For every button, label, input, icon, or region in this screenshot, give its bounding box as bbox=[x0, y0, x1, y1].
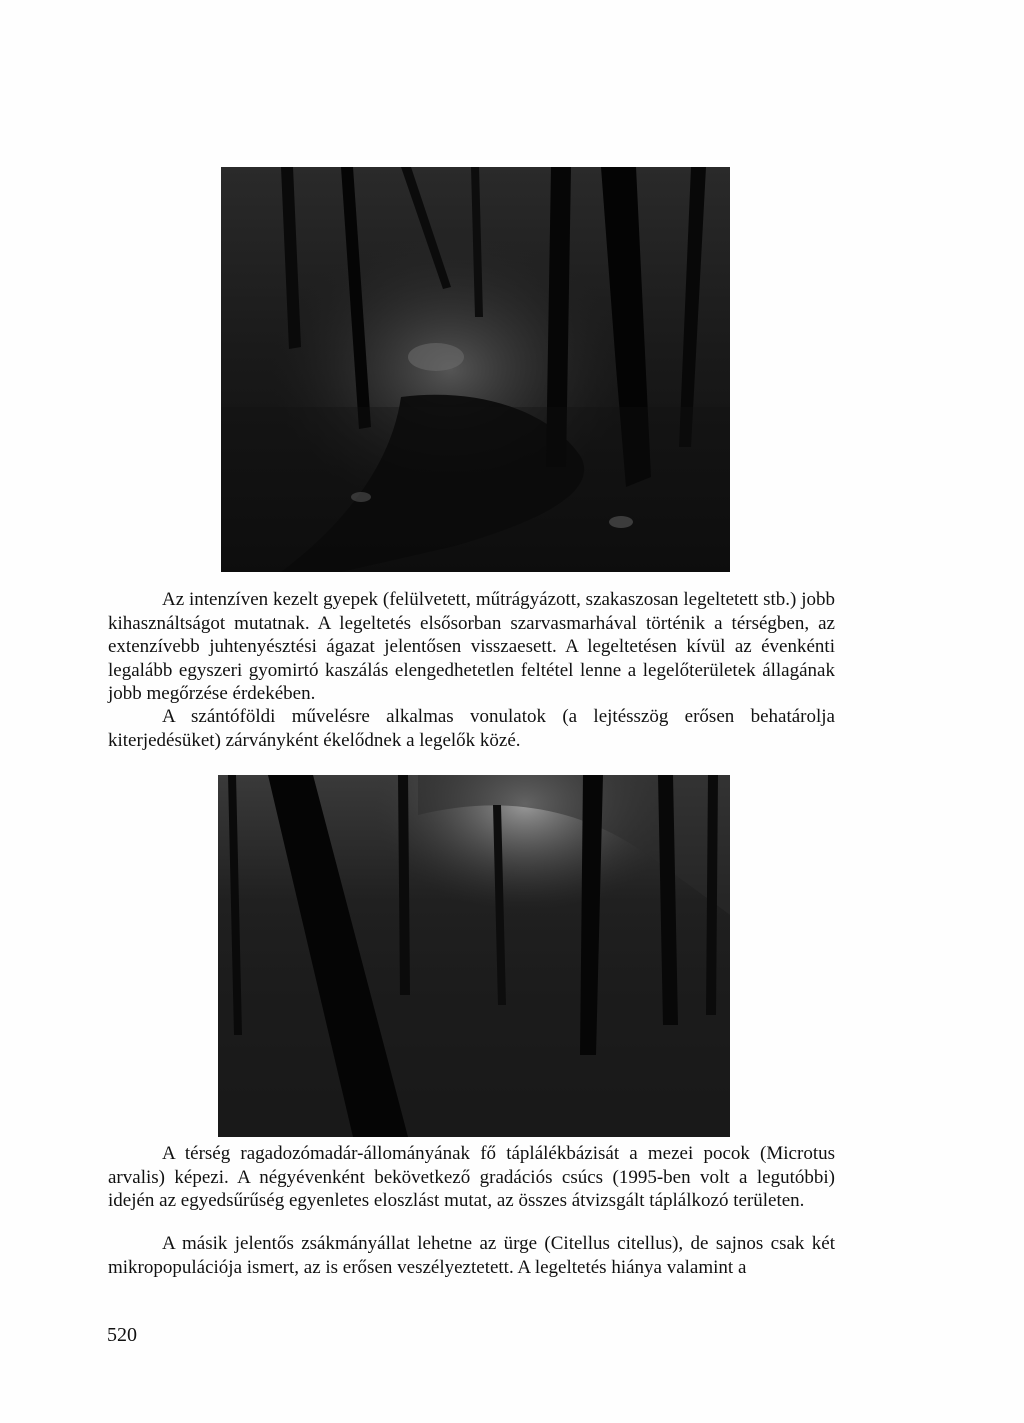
paragraph-grassland: Az intenzíven kezelt gyepek (felülvetett, műtrágyázott, szakaszosan legeltetett stb.) jobb kihasználtságot mutatnak. A legeltetés elsősorban szarvasmarhával történik a térségben, az extenzívebb juhtenyésztési ágazat jelentősen visszaesett. A legeltetésen kívül az évenkénti legalább egyszeri gyomirtó kaszálás elengedhetetlen feltétel lenne a legelőterületek állagának jobb megőrzése érdekében. bbox=[108, 589, 835, 704]
forest-slope-photo bbox=[218, 775, 730, 1137]
paragraph-ground-squirrel: A másik jelentős zsákmányállat lehetne az ürge (Citellus citellus), de sajnos csak két mikropopulációja ismert, az is erősen veszélyeztetett. A legeltetés hiánya valamint a bbox=[108, 1233, 835, 1278]
page-number: 520 bbox=[107, 1324, 137, 1346]
paragraph-arable-land: A szántóföldi művelésre alkalmas vonulatok (a lejtésszög erősen behatárolja kiterjedésüket) zárványként ékelődnek a legelők közé. bbox=[108, 706, 835, 751]
forest-stream-photo bbox=[221, 167, 730, 572]
paragraph-vole-prey: A térség ragadozómadár-állományának fő táplálékbázisát a mezei pocok (Microtus arvalis) képezi. A négyévenként bekövetkező gradációs csúcs (1995-ben volt a legutóbbi) idején az egyedsűrűség egyenletes eloszlást mutat, az összes átvizsgált táplálkozó területen. bbox=[108, 1143, 835, 1211]
